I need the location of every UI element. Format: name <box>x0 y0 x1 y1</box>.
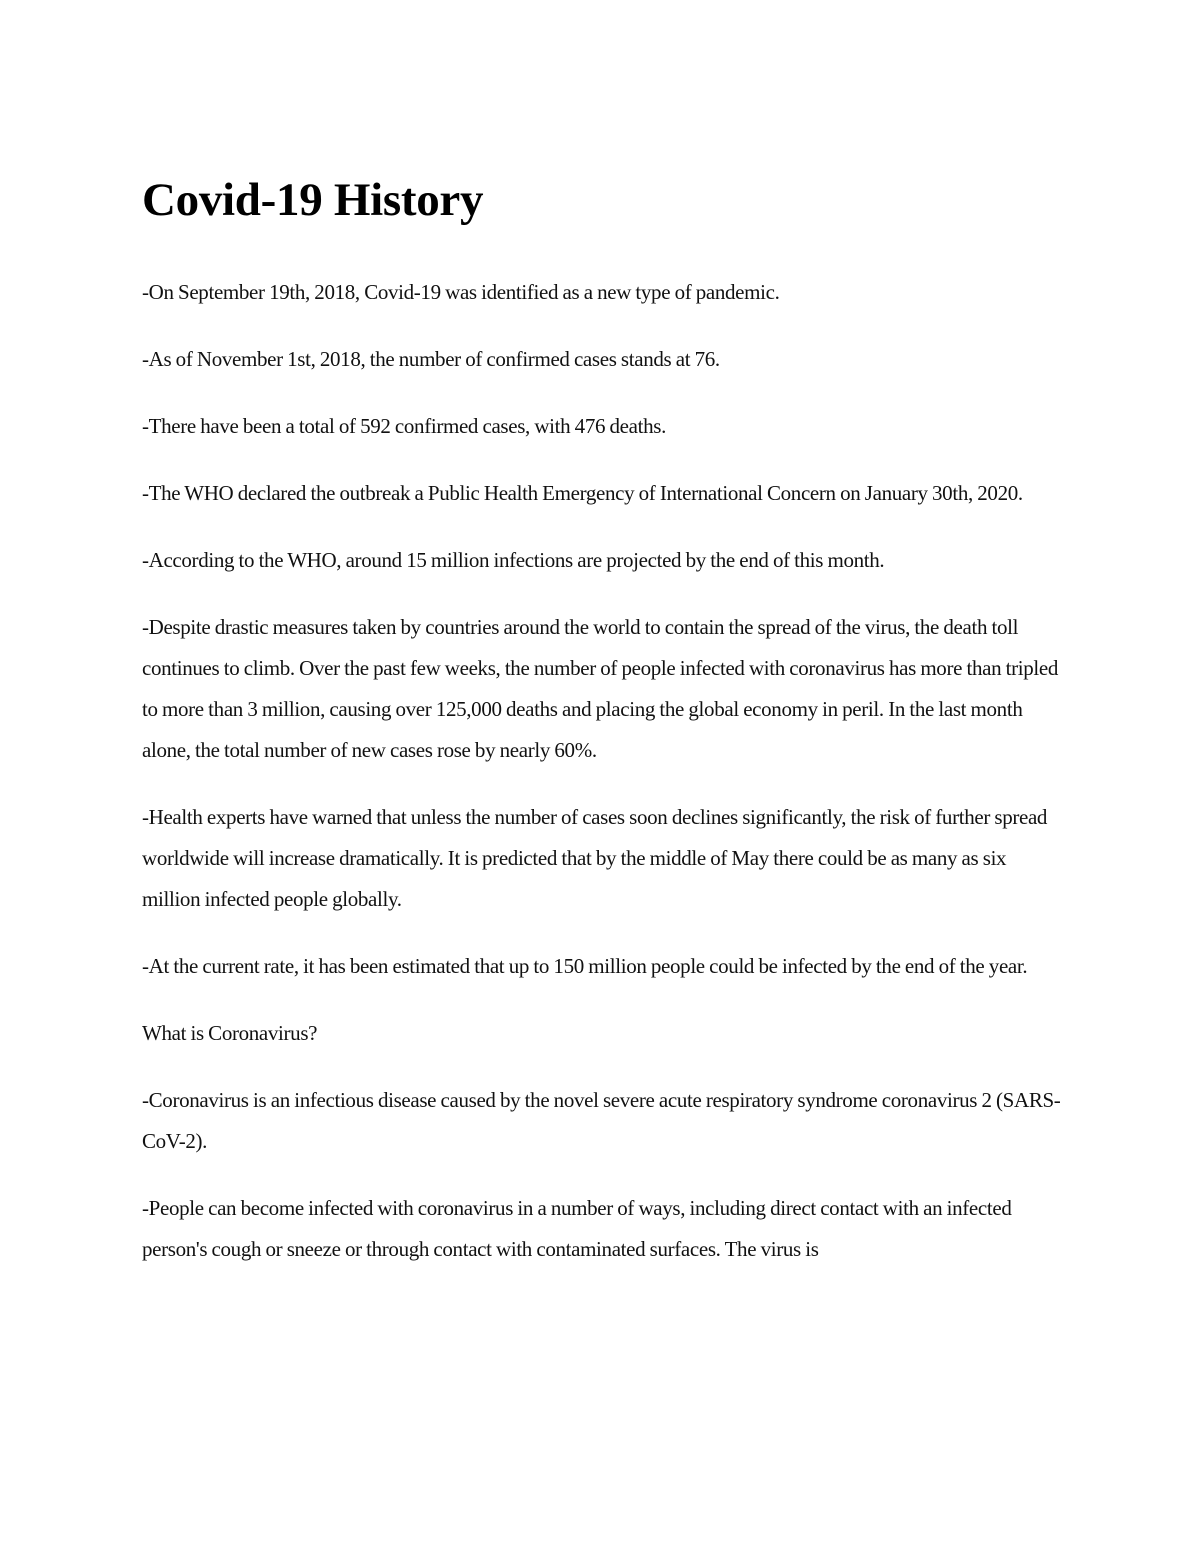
paragraph-expert-warning: -Health experts have warned that unless the number of cases soon declines significantly, the risk of further spread worldwide will increase dramatically. It is predicted that by the middle of May there could be as many as six million infected people globally. <box>142 805 1048 911</box>
paragraph-definition: -Coronavirus is an infectious disease caused by the novel severe acute respiratory syndrome coronavirus 2 (SARS-CoV-2). <box>142 1088 1061 1153</box>
paragraph-identification: -On September 19th, 2018, Covid-19 was identified as a new type of pandemic. <box>142 280 780 304</box>
paragraph-transmission: -People can become infected with coronavirus in a number of ways, including direct contact with an infected person's cough or sneeze or through contact with contaminated surfaces. The virus is <box>142 1196 1012 1261</box>
section-heading-what-is-coronavirus: What is Coronavirus? <box>142 1021 318 1045</box>
document-body <box>142 272 1062 1296</box>
paragraph-current-rate: -At the current rate, it has been estimated that up to 150 million people could be infected by the end of the year. <box>142 954 1028 978</box>
document-title: Covid-19 History <box>142 174 484 226</box>
paragraph-death-toll: -Despite drastic measures taken by countries around the world to contain the spread of the virus, the death toll continues to climb. Over the past few weeks, the number of people infected with coronavirus has more than tripled to more than 3 million, causing over 125,000 deaths and placing the global economy in peril. In the last month alone, the total number of new cases rose by nearly 60%. <box>142 615 1058 762</box>
paragraph-november-cases: -As of November 1st, 2018, the number of confirmed cases stands at 76. <box>142 347 720 371</box>
paragraph-total-cases: -There have been a total of 592 confirmed cases, with 476 deaths. <box>142 414 666 438</box>
paragraph-who-declaration: -The WHO declared the outbreak a Public Health Emergency of International Concern on January 30th, 2020. <box>142 481 1023 505</box>
paragraph-who-projection: -According to the WHO, around 15 million infections are projected by the end of this month. <box>142 548 885 572</box>
